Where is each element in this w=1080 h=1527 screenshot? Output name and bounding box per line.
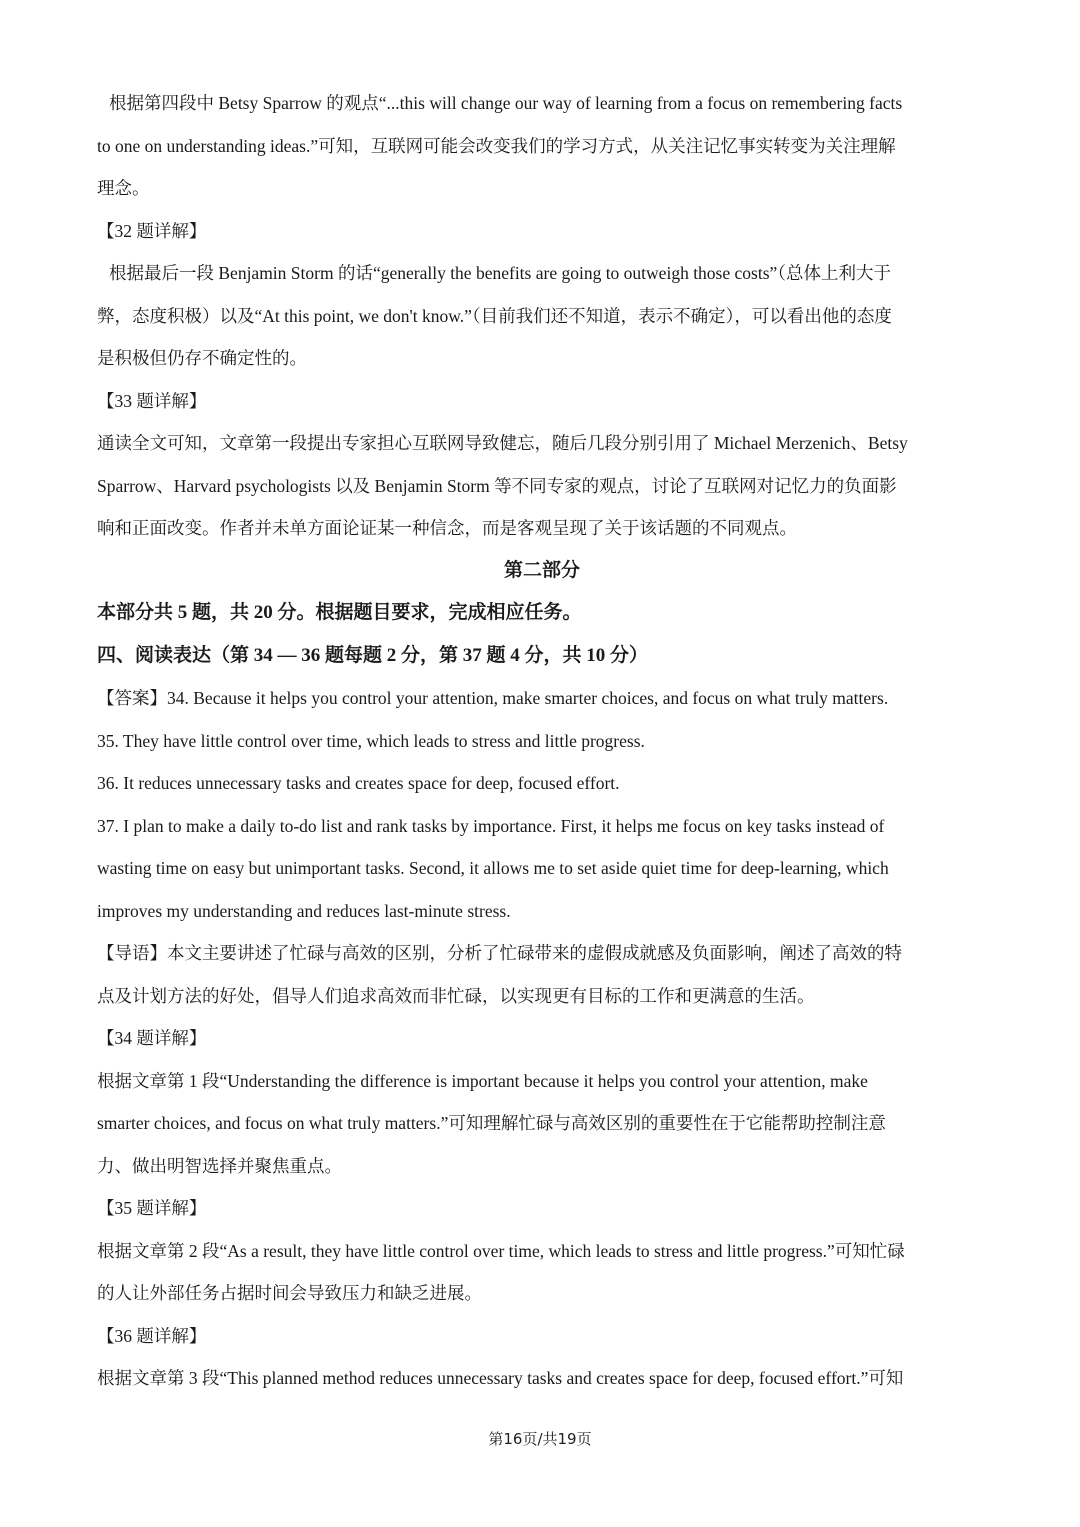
text-line: 【32 题详解】 [97,220,207,241]
text-line: 根据第四段中 Betsy Sparrow 的观点“...this will change our way of learning from a focus on remembering facts [109,93,903,113]
text-line: to one on understanding ideas.”可知，互联网可能会改变我们的学习方式，从关注记忆事实转变为关注理解 [97,135,896,156]
text-line: 根据最后一段 Benjamin Storm 的话“generally the benefits are going to outweigh those costs”（总体上利大于 [109,263,892,283]
text-line: 37. I plan to make a daily to-do list and rank tasks by importance. First, it helps me focus on key tasks instead of [97,815,885,836]
text-line: 根据文章第 3 段“This planned method reduces unnecessary tasks and creates space for deep, focused effort.”可知 [97,1368,904,1388]
text-line: 【35 题详解】 [97,1198,207,1218]
text-line: 点及计划方法的好处，倡导人们追求高效而非忙碌，以实现更有目标的工作和更满意的生活。 [97,985,815,1006]
text-line: 根据文章第 1 段“Understanding the difference is important because it helps you control your attention, make [97,1070,868,1091]
text-line: 理念。 [97,178,150,198]
text-line: 的人让外部任务占据时间会导致压力和缺乏进展。 [97,1283,482,1303]
text-line: 【36 题详解】 [97,1325,207,1346]
text-line: smarter choices, and focus on what truly matters.”可知理解忙碌与高效区别的重要性在于它能帮助控制注意 [97,1113,886,1133]
text-line: 是积极但仍存不确定性的。 [97,348,307,368]
text-line: 力、做出明智选择并聚焦重点。 [97,1155,342,1176]
text-line: 【33 题详解】 [97,390,207,411]
text-line: wasting time on easy but unimportant tasks. Second, it allows me to set aside quiet time for deep-learning, which [97,858,889,878]
text-line: improves my understanding and reduces last-minute stress. [97,900,511,921]
text-line: 36. It reduces unnecessary tasks and creates space for deep, focused effort. [97,773,620,793]
text-line: 【答案】34. Because it helps you control your attention, make smarter choices, and focus on what truly matters. [97,688,889,708]
page-footer: 第16页/共19页 [488,1430,592,1448]
text-line: 【导语】本文主要讲述了忙碌与高效的区别，分析了忙碌带来的虚假成就感及负面影响，阐述了高效的特 [97,943,902,963]
text-line: 【34 题详解】 [97,1028,207,1048]
text-line: Sparrow、Harvard psychologists 以及 Benjamin Storm 等不同专家的观点，讨论了互联网对记忆力的负面影 [97,475,897,496]
text-line: 35. They have little control over time, which leads to stress and little progress. [97,730,645,751]
text-line: 根据文章第 2 段“As a result, they have little control over time, which leads to stress and little progress.”可知忙碌 [97,1240,905,1261]
section-heading: 第二部分 [503,559,580,581]
bold-heading-line: 本部分共 5 题，共 20 分。根据题目要求，完成相应任务。 [97,602,582,623]
text-line: 响和正面改变。作者并未单方面论证某一种信念，而是客观呈现了关于该话题的不同观点。 [97,518,797,538]
text-line: 弊，态度积极）以及“At this point, we don't know.”（目前我们还不知道，表示不确定），可以看出他的态度 [97,305,892,326]
document-page [97,82,987,1400]
text-line: 通读全文可知，文章第一段提出专家担心互联网导致健忘，随后几段分别引用了 Michael Merzenich、Betsy [97,433,908,453]
bold-heading-line: 四、阅读表达（第 34 — 36 题每题 2 分，第 37 题 4 分，共 10 分） [97,644,649,666]
